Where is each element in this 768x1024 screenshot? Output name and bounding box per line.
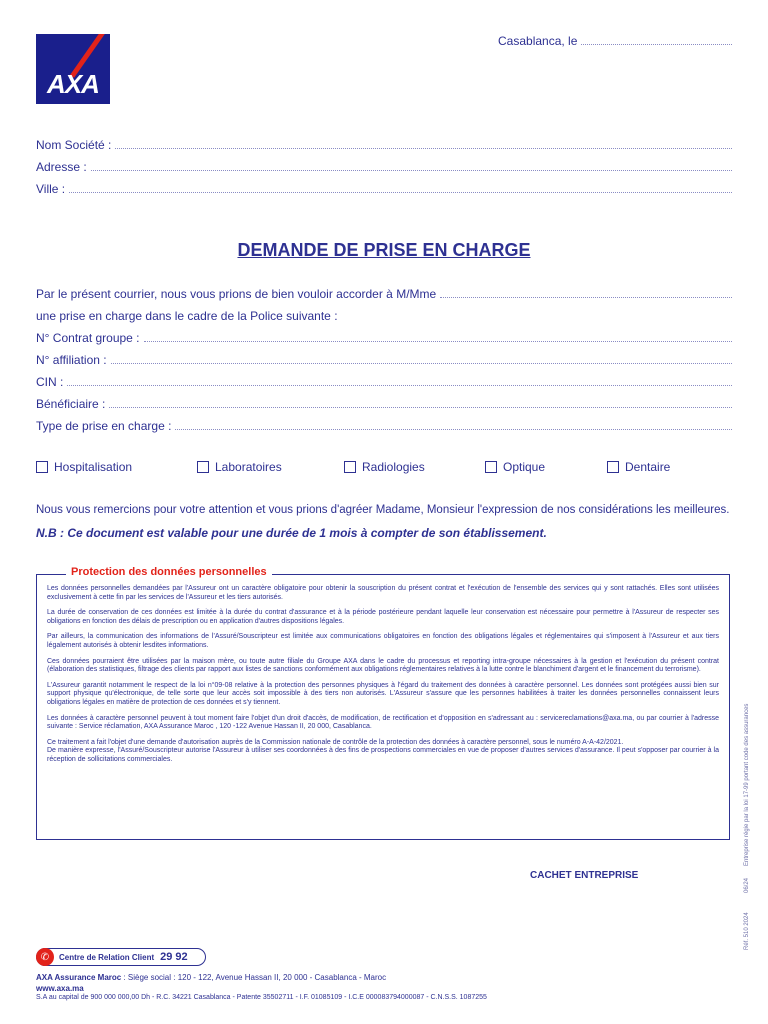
affiliation-line[interactable] [111,362,732,364]
beneficiary-name-field[interactable] [36,287,732,301]
beneficiary-field[interactable] [36,397,732,411]
axa-logo [36,34,110,104]
city-label: Ville : [36,182,66,196]
contract-label: N° Contrat groupe : [36,331,140,345]
checkbox-hospitalisation[interactable] [36,460,132,474]
city-field[interactable] [36,182,732,196]
checkbox-box[interactable] [607,461,619,473]
company-name-line[interactable] [115,147,732,149]
cin-line[interactable] [67,384,732,386]
intro-line-2: une prise en charge dans le cadre de la Police suivante : [36,309,338,323]
side-legal-text: Entreprise régie par la loi 17-99 portant code des assurances [744,703,750,866]
privacy-paragraph: Ce traitement a fait l'objet d'une demande d'autorisation auprès de la Commission nationale de contrôle de la protection des données à caractère personnel, sous le numéro A-A-42/2021. [47,738,624,746]
checkbox-label: Laboratoires [215,460,282,474]
privacy-paragraph: Par ailleurs, la communication des informations de l'Assuré/Souscripteur est limitée aux communications obligatoires en fonction des obligations légales et réglementaires qui s'imposent à l'Assureur et aux tiers légalement autorisés à obtenir lesdites informations. [47,633,719,649]
checkbox-box[interactable] [344,461,356,473]
document-title: DEMANDE DE PRISE EN CHARGE [237,240,531,260]
privacy-box [36,574,730,840]
cin-field[interactable] [36,375,732,389]
side-ref-text: Réf. 510 2024 [744,912,750,950]
side-date-text: 06/24 [744,877,750,893]
closing-text: Nous vous remercions pour votre attention et vous prions d'agréer Madame, Monsieur l'expression de nos considérations les meilleures. [36,504,730,516]
city-line[interactable] [69,191,732,193]
beneficiary-name-line[interactable] [440,296,732,298]
company-stamp-label: CACHET ENTREPRISE [530,870,639,881]
checkbox-optique[interactable] [485,460,545,474]
place-date-label: Casablanca, le [498,34,578,48]
address-field[interactable] [36,160,732,174]
logo-text: AXA [47,69,99,99]
company-name: AXA Assurance Maroc [36,973,122,982]
privacy-paragraph: Les données personnelles demandées par l'Assureur ont un caractère obligatoire pour obtenir la souscription du présent contrat et l'exécution de l'ensemble des services qui y sont rattachés. Elles sont utilisées exclusivement à cette fin par les services de l'Assureur et les tiers autorisés. [47,585,719,601]
place-date-field[interactable] [498,34,732,48]
intro-line-1: Par le présent courrier, nous vous prions de bien vouloir accorder à M/Mme [36,287,437,301]
type-label: Type de prise en charge : [36,419,172,433]
affiliation-field[interactable] [36,353,732,367]
privacy-paragraph: Ces données pourraient être utilisées par la maison mère, ou toute autre filiale du Groupe AXA dans le cadre du processus et reporting intra-groupe nécessaires à la gestion et l'exécution du présent contrat (élaboration des statistiques, filtrage des clients par rapport aux listes de sanctions conformément aux obligations réglementaires relatives à la lutte contre le blanchiment d'argent et le financement du terrorisme). [47,657,719,674]
checkbox-label: Optique [503,460,546,474]
privacy-paragraph: L'Assureur garantit notamment le respect de la loi n°09-08 relative à la protection des personnes physiques à l'égard du traitement des données à caractère personnel. Les données sont protégées aussi bien sur support physique qu'électronique, de telle sorte que leur accès soit impossible à des tiers non autorisés. L'Assureur s'assure que les personnes habilitées à traiter les données personnelles connaissent leurs obligations légales en matière de protection de ces données et s'y tiennent. [47,681,719,706]
customer-center-number: 29 92 [160,951,188,963]
contract-line[interactable] [144,340,732,342]
place-date-line[interactable] [581,43,732,45]
checkbox-laboratoires[interactable] [197,460,282,474]
checkbox-dentaire[interactable] [607,460,670,474]
privacy-title: Protection des données personnelles [66,566,272,578]
legal-line: S.A au capital de 900 000 000,00 Dh - R.C. 34221 Casablanca - Patente 35502711 - I.F. 01085109 - I.C.E 000083794000087 - C.N.S.S. 1087255 [36,994,487,1001]
address-line[interactable] [91,169,732,171]
company-address-line [36,973,386,982]
phone-icon: ✆ [36,948,54,966]
privacy-paragraph: De manière expresse, l'Assuré/Souscripteur autorise l'Assureur à utiliser ses coordonnées à des fins de prospections commerciales en vue de proposer d'autres services d'assurance. Il peut s'opposer par courrier à la réception de sollicitations commerciales. [47,747,719,763]
customer-center-badge [36,948,206,966]
checkbox-label: Hospitalisation [54,460,133,474]
type-field[interactable] [36,419,732,433]
checkbox-box[interactable] [485,461,497,473]
customer-center-label: Centre de Relation Client [59,952,155,962]
address-label: Adresse : [36,160,87,174]
beneficiary-label: Bénéficiaire : [36,397,106,411]
affiliation-label: N° affiliation : [36,353,107,367]
beneficiary-line[interactable] [109,406,732,408]
validity-note: N.B : Ce document est valable pour une durée de 1 mois à compter de son établissement. [36,526,547,540]
privacy-text [47,585,719,772]
checkbox-label: Dentaire [625,460,671,474]
privacy-paragraph: Les données à caractère personnel peuvent à tout moment faire l'objet d'un droit d'accès, de modification, de rectification et d'opposition en s'adressant au : servicereclamations@axa.ma, ou par courrier à l'adresse suivante : Service réclamation, AXA Assurance Maroc , 120 -122 Avenue Hassan II, 20 000, Casablanca. [47,714,719,731]
type-line[interactable] [175,428,732,430]
website-link[interactable]: www.axa.ma [36,984,84,993]
checkbox-label: Radiologies [362,460,425,474]
company-address: : Siège social : 120 - 122, Avenue Hassan II, 20 000 - Casablanca - Maroc [121,973,387,982]
privacy-paragraph: La durée de conservation de ces données est limitée à la durée du contrat d'assurance et à la période postérieure pendant laquelle leur conservation est nécessaire pour permettre à l'Assureur de respecter ses obligations en fonction des délais de prescription ou en application d'autres dispositions légales. [47,609,719,625]
cin-label: CIN : [36,375,64,389]
company-name-field[interactable] [36,138,732,152]
checkbox-box[interactable] [36,461,48,473]
contract-field[interactable] [36,331,732,345]
checkbox-box[interactable] [197,461,209,473]
checkbox-radiologies[interactable] [344,460,425,474]
company-name-label: Nom Société : [36,138,112,152]
